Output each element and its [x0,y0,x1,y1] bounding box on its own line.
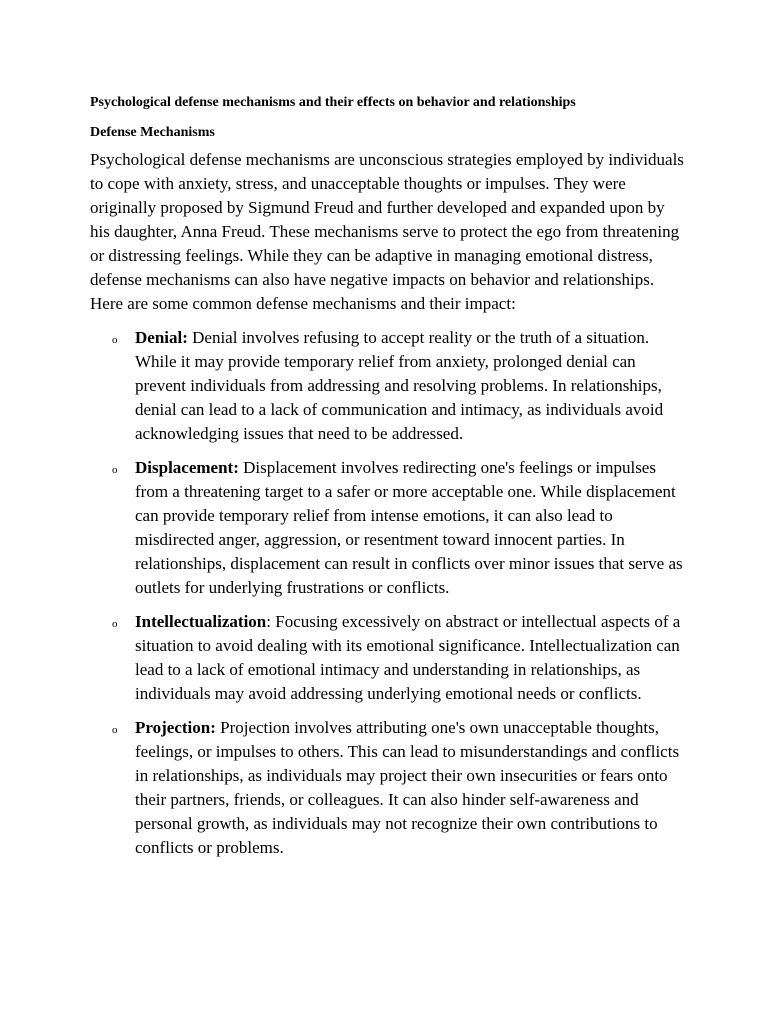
bullet-icon: o [112,618,118,630]
term-description: Projection involves attributing one's own unacceptable thoughts, feelings, or impulses to others. This can lead to misunderstandings and conflicts in relationships, as individuals may project their own insecurities or fears onto their partners, friends, or colleagues. It can also hinder self-awareness and personal growth, as individuals may not recognize their own contributions to conflicts or problems. [135,718,680,857]
term-label: Projection: [135,718,216,737]
section-heading: Defense Mechanisms [90,125,215,140]
term-label: Intellectualization [135,612,267,631]
bullet-icon: o [112,724,118,736]
intro-paragraph: Psychological defense mechanisms are unconscious strategies employed by individuals to cope with anxiety, stress, and unacceptable thoughts or impulses. They were originally proposed by Sigmund Freud and further developed and expanded upon by his daughter, Anna Freud. These mechanisms serve to protect the ego from threatening or distressing feelings. While they can be adaptive in managing emotional distress, defense mechanisms can also have negative impacts on behavior and relationships. Here are some common defense mechanisms and their impact: [90,150,684,313]
bullet-icon: o [112,464,118,476]
term-description: Denial involves refusing to accept reality or the truth of a situation. While it may provide temporary relief from anxiety, prolonged denial can prevent individuals from addressing and resolving problems. In relationships, denial can lead to a lack of communication and intimacy, as individuals avoid acknowledging issues that need to be addressed. [135,328,664,443]
term-label: Displacement: [135,458,239,477]
list-item-projection [90,716,684,860]
term-description: : Focusing excessively on abstract or intellectual aspects of a situation to avoid dealing with its emotional significance. Intellectualization can lead to a lack of emotional intimacy and understanding in relationships, as individuals may avoid addressing underlying emotional needs or conflicts. [135,612,681,703]
list-item-denial [90,326,684,446]
term-label: Denial: [135,328,188,347]
list-item-displacement [90,456,684,600]
mechanism-list [90,326,684,860]
list-item-intellectualization [90,610,684,706]
bullet-icon: o [112,334,118,346]
term-description: Displacement involves redirecting one's feelings or impulses from a threatening target to a safer or more acceptable one. While displacement can provide temporary relief from intense emotions, it can also lead to misdirected anger, aggression, or resentment toward innocent parties. In relationships, displacement can result in conflicts over minor issues that serve as outlets for underlying frustrations or conflicts. [135,458,683,597]
document-title: Psychological defense mechanisms and their effects on behavior and relationships [90,95,576,110]
